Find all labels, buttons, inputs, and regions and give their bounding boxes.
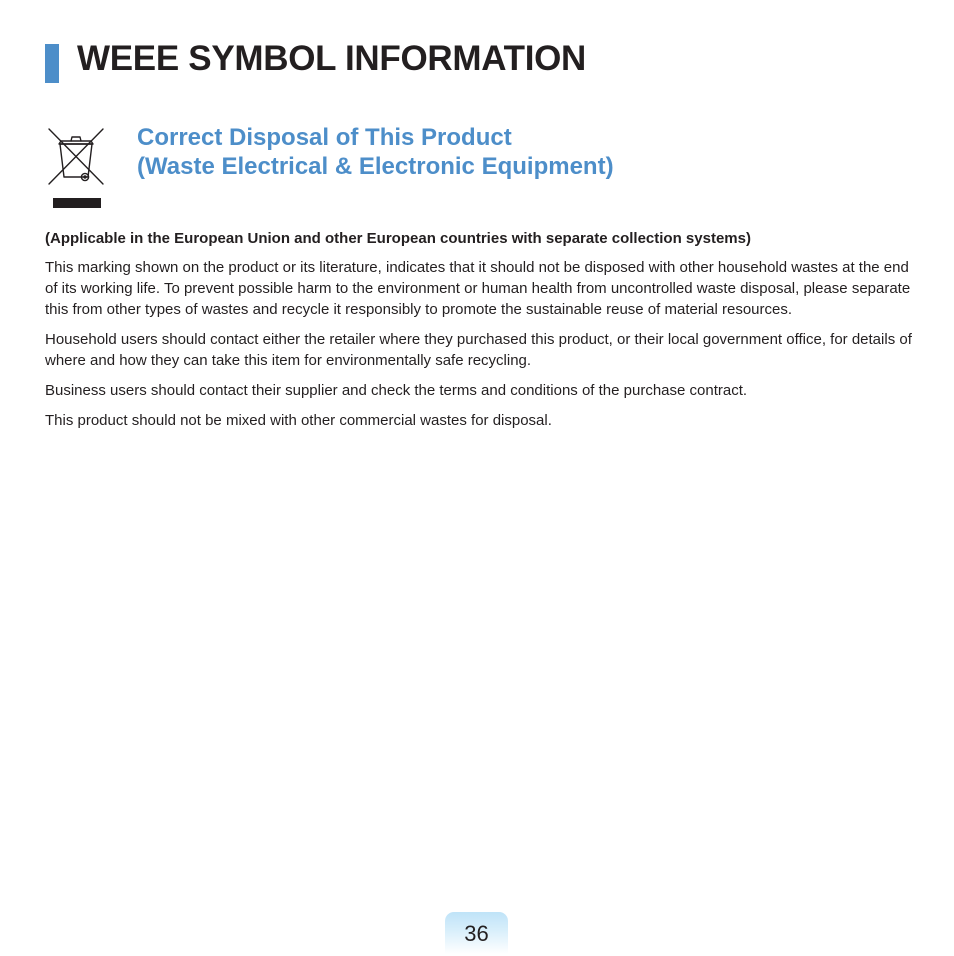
paragraph-household: Household users should contact either the retailer where they purchased this product, or their local government office, for details of where and how they can take this item for environmentally safe recycling. <box>45 331 912 369</box>
paragraph-marking: This marking shown on the product or its literature, indicates that it should not be disposed with other household wastes at the end of its working life. To prevent possible harm to the environment or human health from uncontrolled waste disposal, please separate this from other types of wastes and recycle it responsibly to promote the sustainable reuse of material resources. <box>45 259 911 318</box>
page-number-badge: 36 <box>445 912 508 954</box>
title-accent-bar <box>45 44 59 83</box>
section-title <box>137 123 614 181</box>
applicable-note: (Applicable in the European Union and other European countries with separate collection systems) <box>45 230 751 247</box>
page-title: WEEE SYMBOL INFORMATION <box>77 39 587 78</box>
paragraph-commercial: This product should not be mixed with other commercial wastes for disposal. <box>45 412 552 429</box>
body-content <box>45 228 913 440</box>
section-title-line-1: Correct Disposal of This Product <box>137 124 512 151</box>
section-title-line-2: (Waste Electrical & Electronic Equipment) <box>137 153 614 180</box>
crossed-out-wheelie-bin-icon <box>47 125 107 213</box>
paragraph-business: Business users should contact their supplier and check the terms and conditions of the purchase contract. <box>45 382 748 399</box>
